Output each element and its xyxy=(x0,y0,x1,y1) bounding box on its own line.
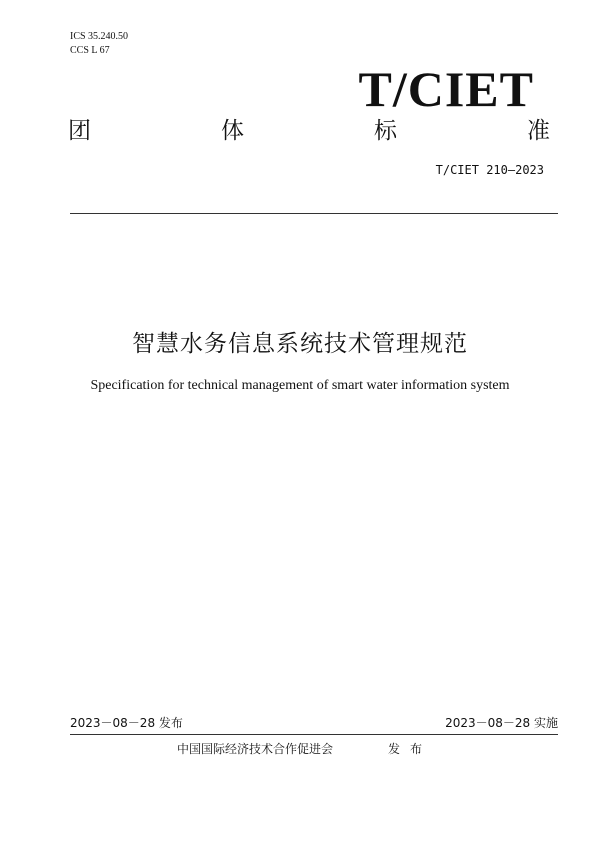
standard-number: T/CIET 210—2023 xyxy=(435,163,544,177)
ics-code: ICS 35.240.50 xyxy=(70,31,129,42)
issue-label: 发布 xyxy=(388,742,433,756)
footer-divider xyxy=(70,734,558,735)
title-english: Specification for technical management of smart water information system xyxy=(90,378,510,393)
standard-type-char-1: 团 xyxy=(68,118,91,144)
title-chinese: 智慧水务信息系统技术管理规范 xyxy=(132,331,468,357)
publish-date: 2023－08－28 发布 xyxy=(70,716,183,730)
header-divider xyxy=(70,213,558,214)
implement-date: 2023－08－28 实施 xyxy=(445,716,558,730)
ccs-code: CCS L 67 xyxy=(70,45,110,56)
standard-type-char-3: 标 xyxy=(374,118,397,144)
standard-type-char-2: 体 xyxy=(221,118,244,144)
standard-type xyxy=(68,116,550,146)
standard-type-char-4: 准 xyxy=(527,118,550,144)
standard-brand: T/CIET xyxy=(358,61,534,117)
issuer: 中国国际经济技术合作促进会 xyxy=(177,742,334,756)
